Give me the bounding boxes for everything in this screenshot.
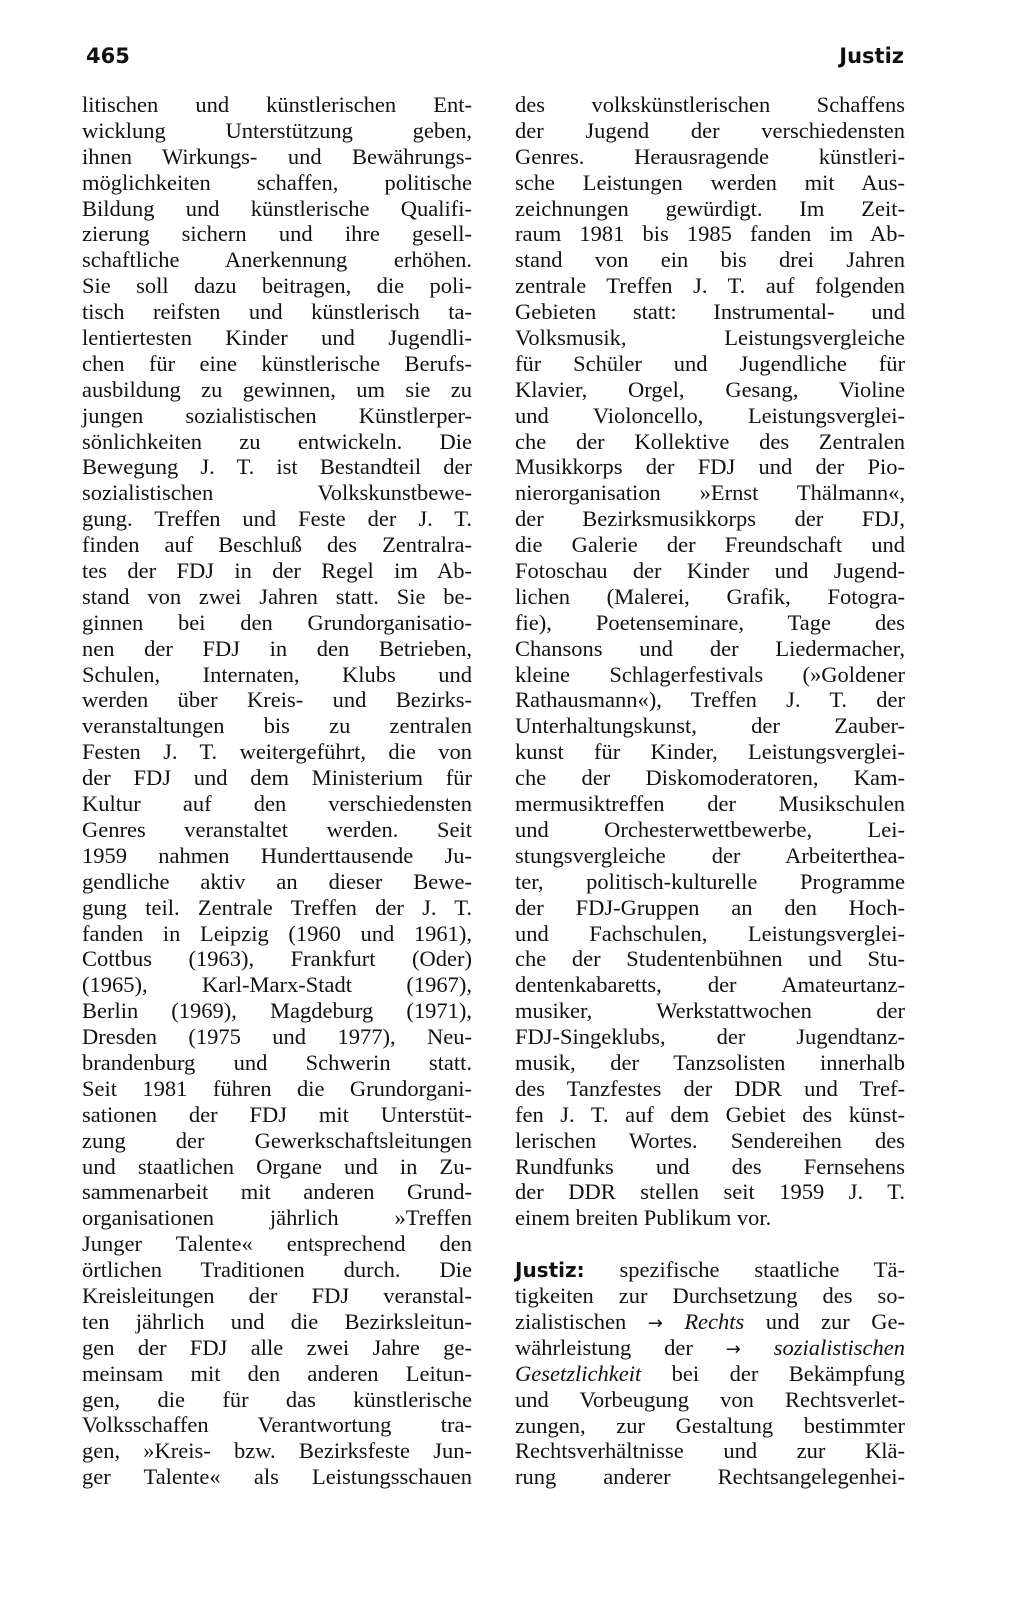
text-line: die Galerie der Freundschaft und: [515, 532, 905, 558]
text-line: mermusiktreffen der Musikschulen: [515, 791, 905, 817]
text-line: nen der FDJ in den Betrieben,: [82, 635, 472, 661]
text-line: musiker, Werkstattwochen der: [515, 998, 905, 1024]
text-line: sche Leistungen werden mit Aus-: [515, 169, 905, 195]
text-line: gen, »Kreis- bzw. Bezirksfeste Jun-: [82, 1438, 472, 1464]
text-line: gen, die für das künstlerische: [82, 1386, 472, 1412]
text-line: sozialistischen Volkskunstbewe-: [82, 480, 472, 506]
entry-spacer: [515, 1231, 905, 1257]
entry-text: zialistischen: [515, 1308, 627, 1334]
left-column: [82, 92, 472, 1490]
text-line: und staatlichen Organe und in Zu-: [82, 1153, 472, 1179]
text-line: ihnen Wirkungs- und Bewährungs-: [82, 143, 472, 169]
text-line: des Tanzfestes der DDR und Tref-: [515, 1075, 905, 1101]
cross-reference-rechts[interactable]: Rechts: [684, 1308, 745, 1334]
text-line: gen der FDJ alle zwei Jahre ge-: [82, 1334, 472, 1360]
text-line: fie), Poetenseminare, Tage des: [515, 609, 905, 635]
text-line: ausbildung zu gewinnen, um sie zu: [82, 376, 472, 402]
text-line: fanden in Leipzig (1960 und 1961),: [82, 920, 472, 946]
text-line: und Vorbeugung von Rechtsverlet-: [515, 1386, 905, 1412]
text-line: kunst für Kinder, Leistungsverglei-: [515, 739, 905, 765]
text-line: der FDJ und dem Ministerium für: [82, 765, 472, 791]
text-line: rung anderer Rechtsangelegenhei-: [515, 1464, 905, 1490]
right-column-text: [515, 92, 905, 1231]
text-line: FDJ-Singeklubs, der Jugendtanz-: [515, 1024, 905, 1050]
text-line: sationen der FDJ mit Unterstüt-: [82, 1101, 472, 1127]
text-line: Sie soll dazu beitragen, die poli-: [82, 273, 472, 299]
text-line: der Bezirksmusikkorps der FDJ,: [515, 506, 905, 532]
text-line: chen für eine künstlerische Berufs-: [82, 350, 472, 376]
text-line: zierung sichern und ihre gesell-: [82, 221, 472, 247]
text-line: zungen, zur Gestaltung bestimmter: [515, 1412, 905, 1438]
text-line: zung der Gewerkschaftsleitungen: [82, 1127, 472, 1153]
dictionary-entry-justiz: [515, 1257, 905, 1490]
text-line: che der Studentenbühnen und Stu-: [515, 946, 905, 972]
text-line: (1965), Karl-Marx-Stadt (1967),: [82, 972, 472, 998]
text-line: Schulen, Internaten, Klubs und: [82, 661, 472, 687]
running-head: Justiz: [839, 44, 904, 68]
text-line: für Schüler und Jugendliche für: [515, 350, 905, 376]
text-line: örtlichen Traditionen durch. Die: [82, 1257, 472, 1283]
text-line: stand von zwei Jahren statt. Sie be-: [82, 583, 472, 609]
text-line: der FDJ-Gruppen an den Hoch-: [515, 894, 905, 920]
text-line: Kultur auf den verschiedensten: [82, 791, 472, 817]
text-line: Rundfunks und des Fernsehens: [515, 1153, 905, 1179]
text-line: che der Kollektive des Zentralen: [515, 428, 905, 454]
text-line: tes der FDJ in der Regel im Ab-: [82, 558, 472, 584]
text-line: che der Diskomoderatoren, Kam-: [515, 765, 905, 791]
entry-line: tigkeiten zur Durchsetzung des so-: [515, 1283, 905, 1309]
text-line: Fotoschau der Kinder und Jugend-: [515, 558, 905, 584]
text-line: Dresden (1975 und 1977), Neu-: [82, 1024, 472, 1050]
text-line: Seit 1981 führen die Grundorgani-: [82, 1075, 472, 1101]
text-line: ger Talente« als Leistungsschauen: [82, 1464, 472, 1490]
text-line: jungen sozialistischen Künstlerper-: [82, 402, 472, 428]
text-line: gung. Treffen und Feste der J. T.: [82, 506, 472, 532]
text-line: Cottbus (1963), Frankfurt (Oder): [82, 946, 472, 972]
text-line: Gebieten statt: Instrumental- und: [515, 299, 905, 325]
page-number: 465: [86, 44, 130, 68]
text-line: stungsvergleiche der Arbeitertheа-: [515, 842, 905, 868]
text-line: gendliche aktiv an dieser Bewe-: [82, 868, 472, 894]
text-line: Volksschaffen Verantwortung tra-: [82, 1412, 472, 1438]
text-line: Unterhaltungskunst, der Zauber-: [515, 713, 905, 739]
text-line: Bewegung J. T. ist Bestandteil der: [82, 454, 472, 480]
text-line: zentrale Treffen J. T. auf folgenden: [515, 273, 905, 299]
text-line: raum 1981 bis 1985 fanden im Ab-: [515, 221, 905, 247]
text-line: Rechtsverhältnisse und zur Klä-: [515, 1438, 905, 1464]
text-line: lentiertesten Kinder und Jugendli-: [82, 325, 472, 351]
entry-text: währleistung der: [515, 1334, 693, 1360]
text-line: litischen und künstlerischen Ent-: [82, 92, 472, 117]
text-line: ter, politisch-kulturelle Programme: [515, 868, 905, 894]
text-line: möglichkeiten schaffen, politische: [82, 169, 472, 195]
text-line: werden über Kreis- und Bezirks-: [82, 687, 472, 713]
entry-line: [515, 1257, 905, 1283]
text-line: stand von ein bis drei Jahren: [515, 247, 905, 273]
text-line: Festen J. T. weitergeführt, die von: [82, 739, 472, 765]
entry-rest: [515, 1387, 905, 1491]
text-line: fen J. T. auf dem Gebiet des künst-: [515, 1101, 905, 1127]
text-line: brandenburg und Schwerin statt.: [82, 1049, 472, 1075]
text-line: veranstaltungen bis zu zentralen: [82, 713, 472, 739]
text-line: und Fachschulen, Leistungsverglei-: [515, 920, 905, 946]
text-line: Berlin (1969), Magdeburg (1971),: [82, 998, 472, 1024]
text-line: tisch reifsten und künstlerisch ta-: [82, 299, 472, 325]
text-line: lichen (Malerei, Grafik, Fotogra-: [515, 583, 905, 609]
text-line: gung teil. Zentrale Treffen der J. T.: [82, 894, 472, 920]
text-line: und Violoncello, Leistungsverglei-: [515, 402, 905, 428]
text-line: wicklung Unterstützung geben,: [82, 117, 472, 143]
text-line: Bildung und künstlerische Qualifi-: [82, 195, 472, 221]
text-line: Genres. Herausragende künstleri-: [515, 143, 905, 169]
cross-reference-sozialistische-gesetzlichkeit[interactable]: Gesetzlichkeit: [515, 1360, 642, 1386]
text-line: Genres veranstaltet werden. Seit: [82, 816, 472, 842]
entry-line: [515, 1361, 905, 1387]
text-line: und Orchesterwettbewerbe, Lei-: [515, 816, 905, 842]
right-column: [515, 92, 905, 1490]
entry-line: [515, 1309, 905, 1335]
text-line: Rathausmann«), Treffen J. T. der: [515, 687, 905, 713]
text-line: sönlichkeiten zu entwickeln. Die: [82, 428, 472, 454]
text-line: Kreisleitungen der FDJ veranstal-: [82, 1282, 472, 1308]
text-line: kleine Schlagerfestivals (»Goldener: [515, 661, 905, 687]
text-line: Volksmusik, Leistungsvergleiche: [515, 325, 905, 351]
text-line: des volkskünstlerischen Schaffens: [515, 92, 905, 117]
text-line: organisationen jährlich »Treffen: [82, 1205, 472, 1231]
cross-reference-arrow-icon: →: [725, 1338, 741, 1360]
cross-reference-sozialistische-gesetzlichkeit[interactable]: sozialistischen: [773, 1334, 905, 1360]
text-line: Klavier, Orgel, Gesang, Violine: [515, 376, 905, 402]
entry-text: und zur Ge-: [765, 1308, 905, 1334]
text-line: finden auf Beschluß des Zentralra-: [82, 532, 472, 558]
entry-text: spezifische staatliche Tä-: [619, 1257, 905, 1283]
text-line: musik, der Tanzsolisten innerhalb: [515, 1049, 905, 1075]
cross-reference-arrow-icon: →: [647, 1312, 663, 1334]
entry-line: [515, 1335, 905, 1361]
text-line: lerischen Wortes. Sendereihen des: [515, 1127, 905, 1153]
text-line: ten jährlich und die Bezirksleitun-: [82, 1308, 472, 1334]
text-line: der DDR stellen seit 1959 J. T.: [515, 1179, 905, 1205]
text-line: der Jugend der verschiedensten: [515, 117, 905, 143]
text-line: Musikkorps der FDJ und der Pio-: [515, 454, 905, 480]
text-line: Junger Talente« entsprechend den: [82, 1231, 472, 1257]
text-line: meinsam mit den anderen Leitun-: [82, 1360, 472, 1386]
entry-lemma: Justiz:: [515, 1258, 585, 1283]
text-line: schaftliche Anerkennung erhöhen.: [82, 247, 472, 273]
text-line: 1959 nahmen Hunderttausende Ju-: [82, 842, 472, 868]
text-line: Chansons und der Liedermacher,: [515, 635, 905, 661]
text-line: zeichnungen gewürdigt. Im Zeit-: [515, 195, 905, 221]
text-line: nierorganisation »Ernst Thälmann«,: [515, 480, 905, 506]
text-line: dentenkabaretts, der Amateurtanz-: [515, 972, 905, 998]
text-line: einem breiten Publikum vor.: [515, 1205, 772, 1231]
text-line: sammenarbeit mit anderen Grund-: [82, 1179, 472, 1205]
text-line: ginnen bei den Grundorganisatio-: [82, 609, 472, 635]
entry-text: bei der Bekämpfung: [671, 1360, 905, 1386]
page-header: [86, 44, 904, 74]
